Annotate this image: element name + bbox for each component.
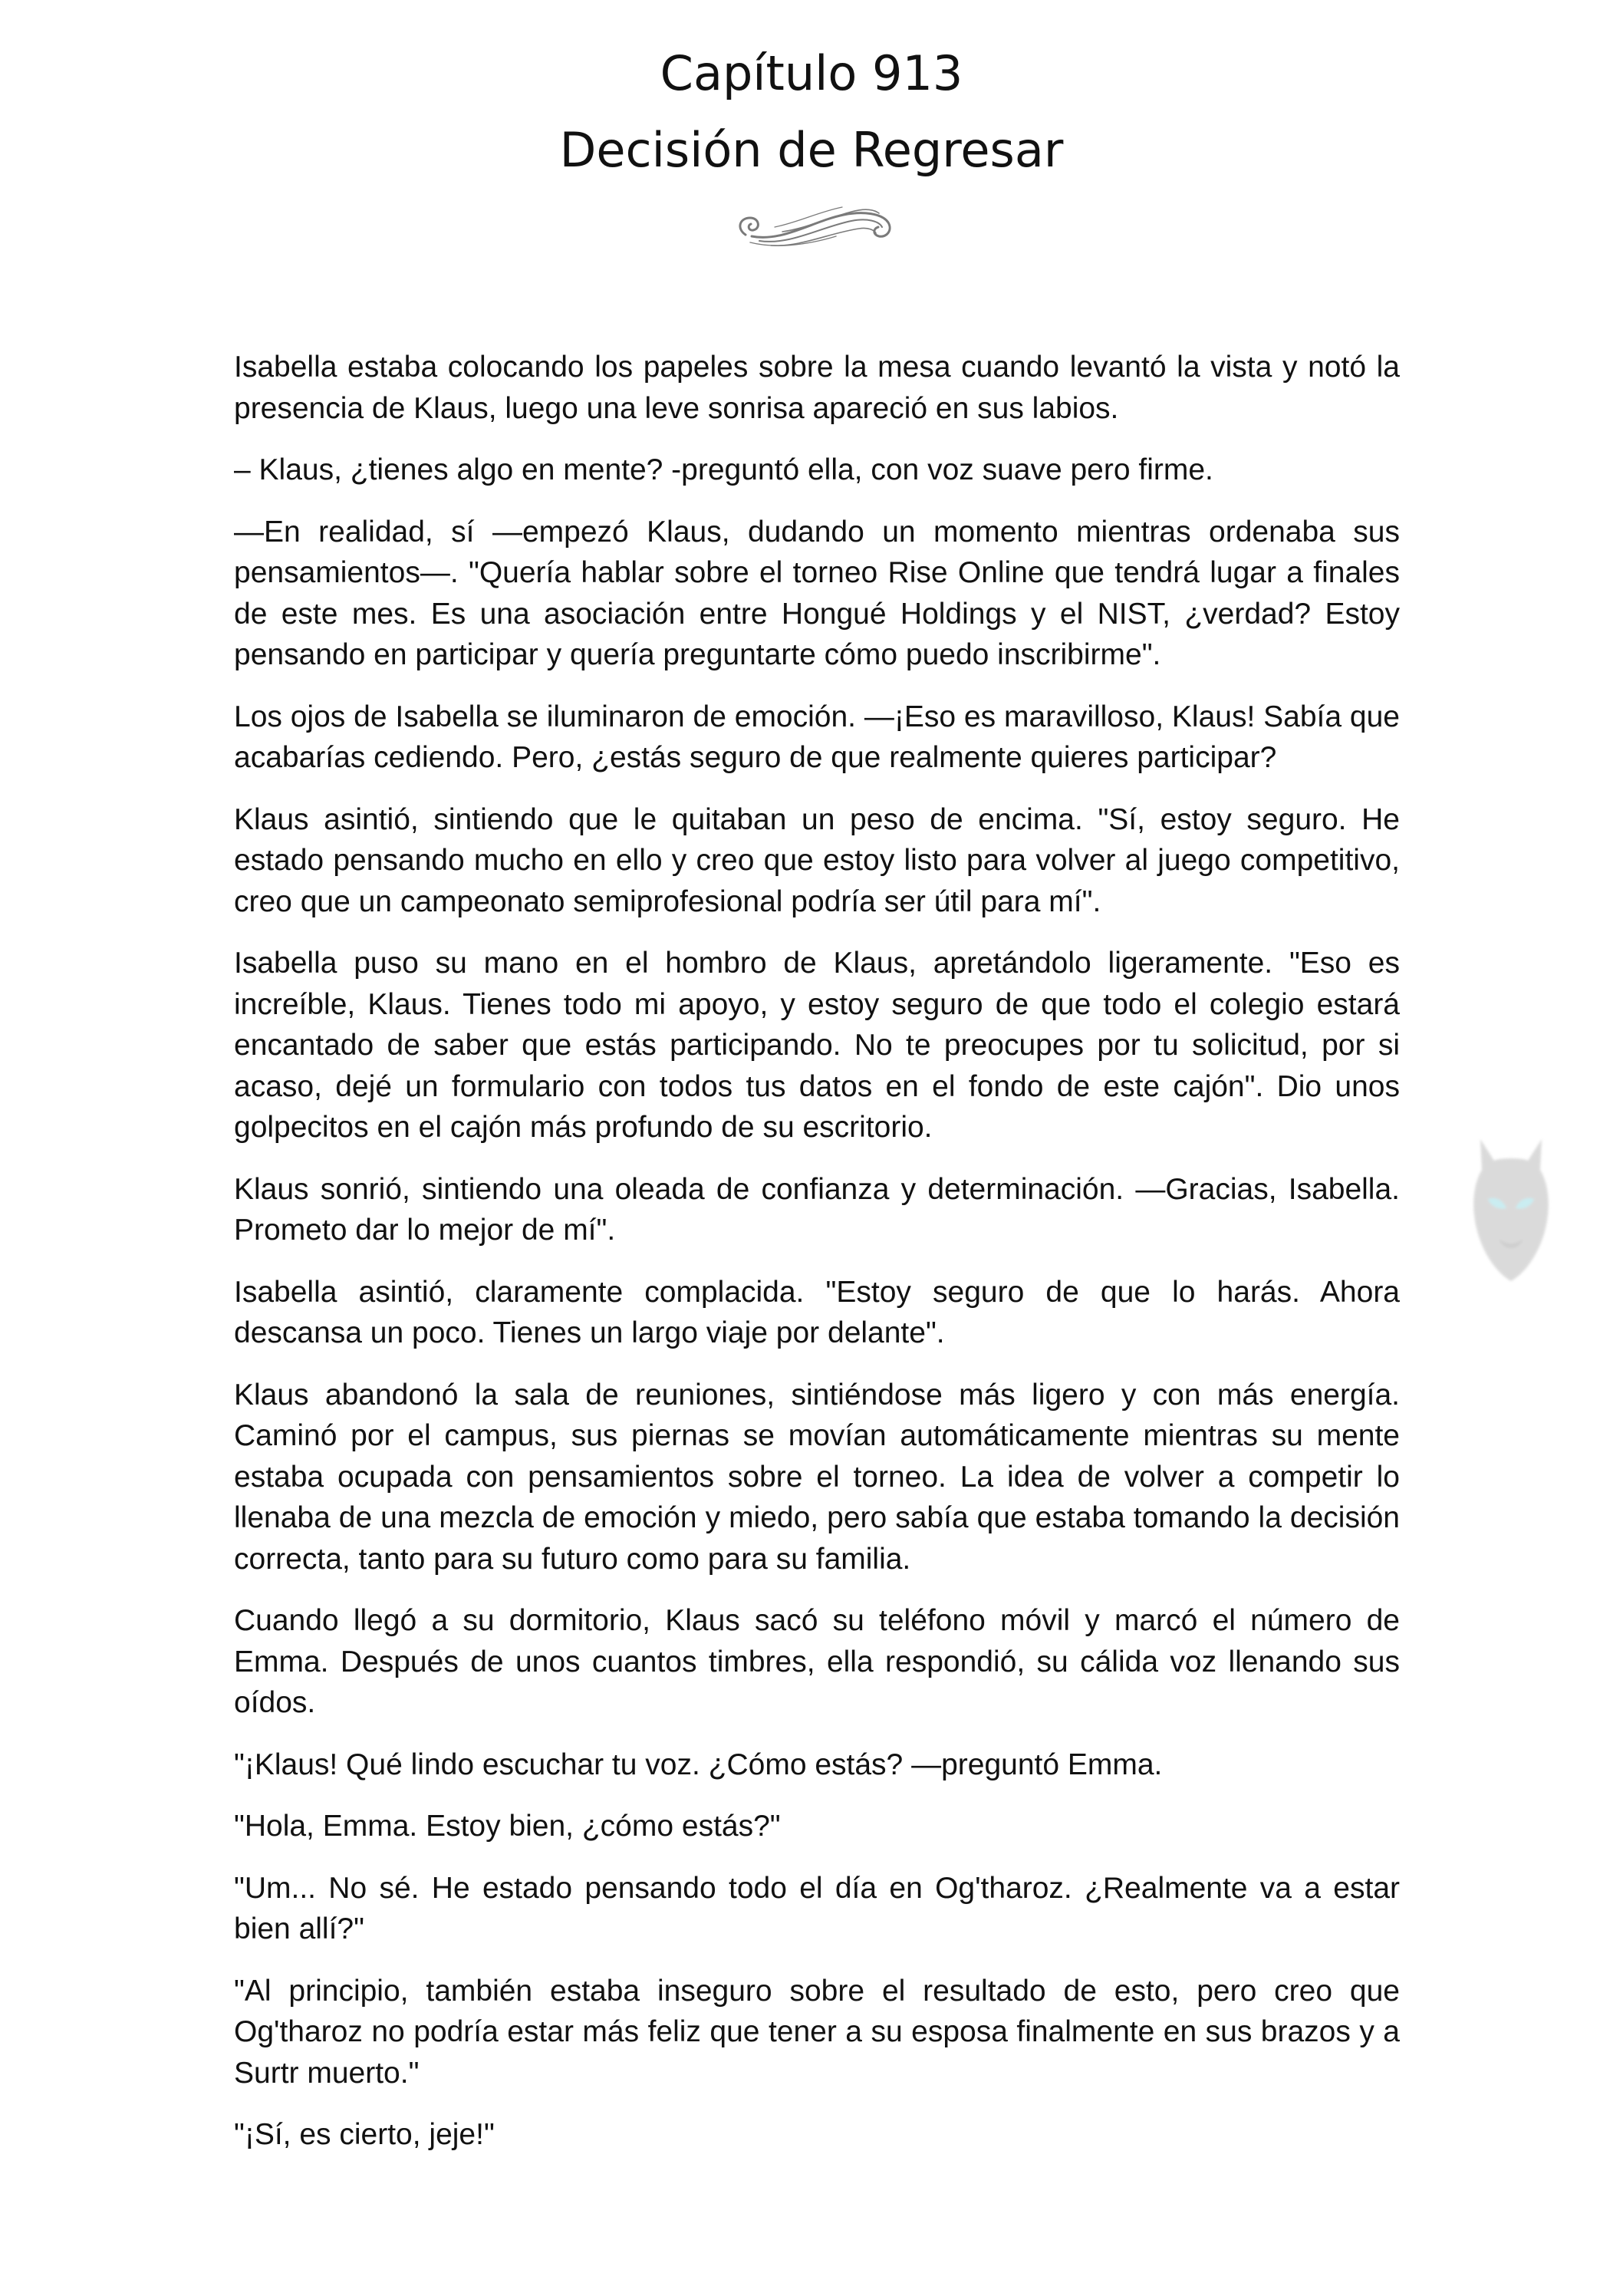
demon-head-logo-icon (1465, 1124, 1557, 1289)
paragraph-15: "¡Sí, es cierto, jeje!" (234, 2118, 495, 2151)
chapter-header (0, 38, 1623, 186)
paragraph-8: Isabella asintió, claramente complacida. "Estoy seguro de que lo harás. Ahora descansa un poco. Tienes un largo viaje por delante". (234, 1275, 1400, 1349)
paragraph-13: "Um... No sé. He estado pensando todo el día en Og'tharoz. ¿Realmente va a estar bien allí?" (234, 1871, 1400, 1945)
paragraph-14: "Al principio, también estaba inseguro sobre el resultado de esto, pero creo que Og'tharoz no podría estar más feliz que tener a su esposa finalmente en sus brazos y a Surtr muerto." (234, 1974, 1400, 2090)
paragraph-11: "¡Klaus! Qué lindo escuchar tu voz. ¿Cómo estás? —preguntó Emma. (234, 1748, 1163, 1781)
flourish-ornament-icon (729, 198, 897, 259)
paragraph-4: Los ojos de Isabella se iluminaron de emoción. —¡Eso es maravilloso, Klaus! Sabía que acabarías cediendo. Pero, ¿estás seguro de que realmente quieres participar? (234, 700, 1400, 774)
paragraph-3: —En realidad, sí —empezó Klaus, dudando un momento mientras ordenaba sus pensamientos—. "Quería hablar sobre el torneo Rise Online que tendrá lugar a finales de este mes. Es una asociación entre Hongué Holdings y el NIST, ¿verdad? Estoy pensando en participar y quería preguntarte cómo puedo inscribirme". (234, 515, 1400, 671)
paragraph-12: "Hola, Emma. Estoy bien, ¿cómo estás?" (234, 1810, 781, 1843)
paragraph-2: – Klaus, ¿tienes algo en mente? -preguntó ella, con voz suave pero firme. (234, 453, 1213, 486)
chapter-number: Capítulo 913 (660, 45, 963, 101)
paragraph-5: Klaus asintió, sintiendo que le quitaban un peso de encima. "Sí, estoy seguro. He estado pensando mucho en ello y creo que estoy listo para volver al juego competitivo, creo que un campeonato semiprofesional podría ser útil para mí". (234, 802, 1400, 918)
paragraph-10: Cuando llegó a su dormitorio, Klaus sacó su teléfono móvil y marcó el número de Emma. Después de unos cuantos timbres, ella respondió, su cálida voz llenando sus oídos. (234, 1604, 1400, 1719)
paragraph-9: Klaus abandonó la sala de reuniones, sintiéndose más ligero y con más energía. Caminó por el campus, sus piernas se movían automáticamente mientras su mente estaba ocupada con pensamientos sobre el torneo. La idea de volver a competir lo llenaba de una mezcla de emoción y miedo, pero sabía que estaba tomando la decisión correcta, tanto para su futuro como para su familia. (234, 1378, 1400, 1576)
paragraph-6: Isabella puso su mano en el hombro de Klaus, apretándolo ligeramente. "Eso es increíble, Klaus. Tienes todo mi apoyo, y estoy seguro de que todo el colegio estará encantado de saber que estás participando. No te preocupes por tu solicitud, por si acaso, dejé un formulario con todos tus datos en el fondo de este cajón". Dio unos golpecitos en el cajón más profundo de su escritorio. (234, 947, 1400, 1144)
chapter-body (234, 347, 1400, 2176)
paragraph-7: Klaus sonrió, sintiendo una oleada de confianza y determinación. —Gracias, Isabella. Prometo dar lo mejor de mí". (234, 1172, 1400, 1247)
paragraph-1: Isabella estaba colocando los papeles sobre la mesa cuando levantó la vista y notó la presencia de Klaus, luego una leve sonrisa apareció en sus labios. (234, 351, 1400, 425)
chapter-title: Decisión de Regresar (559, 122, 1064, 178)
